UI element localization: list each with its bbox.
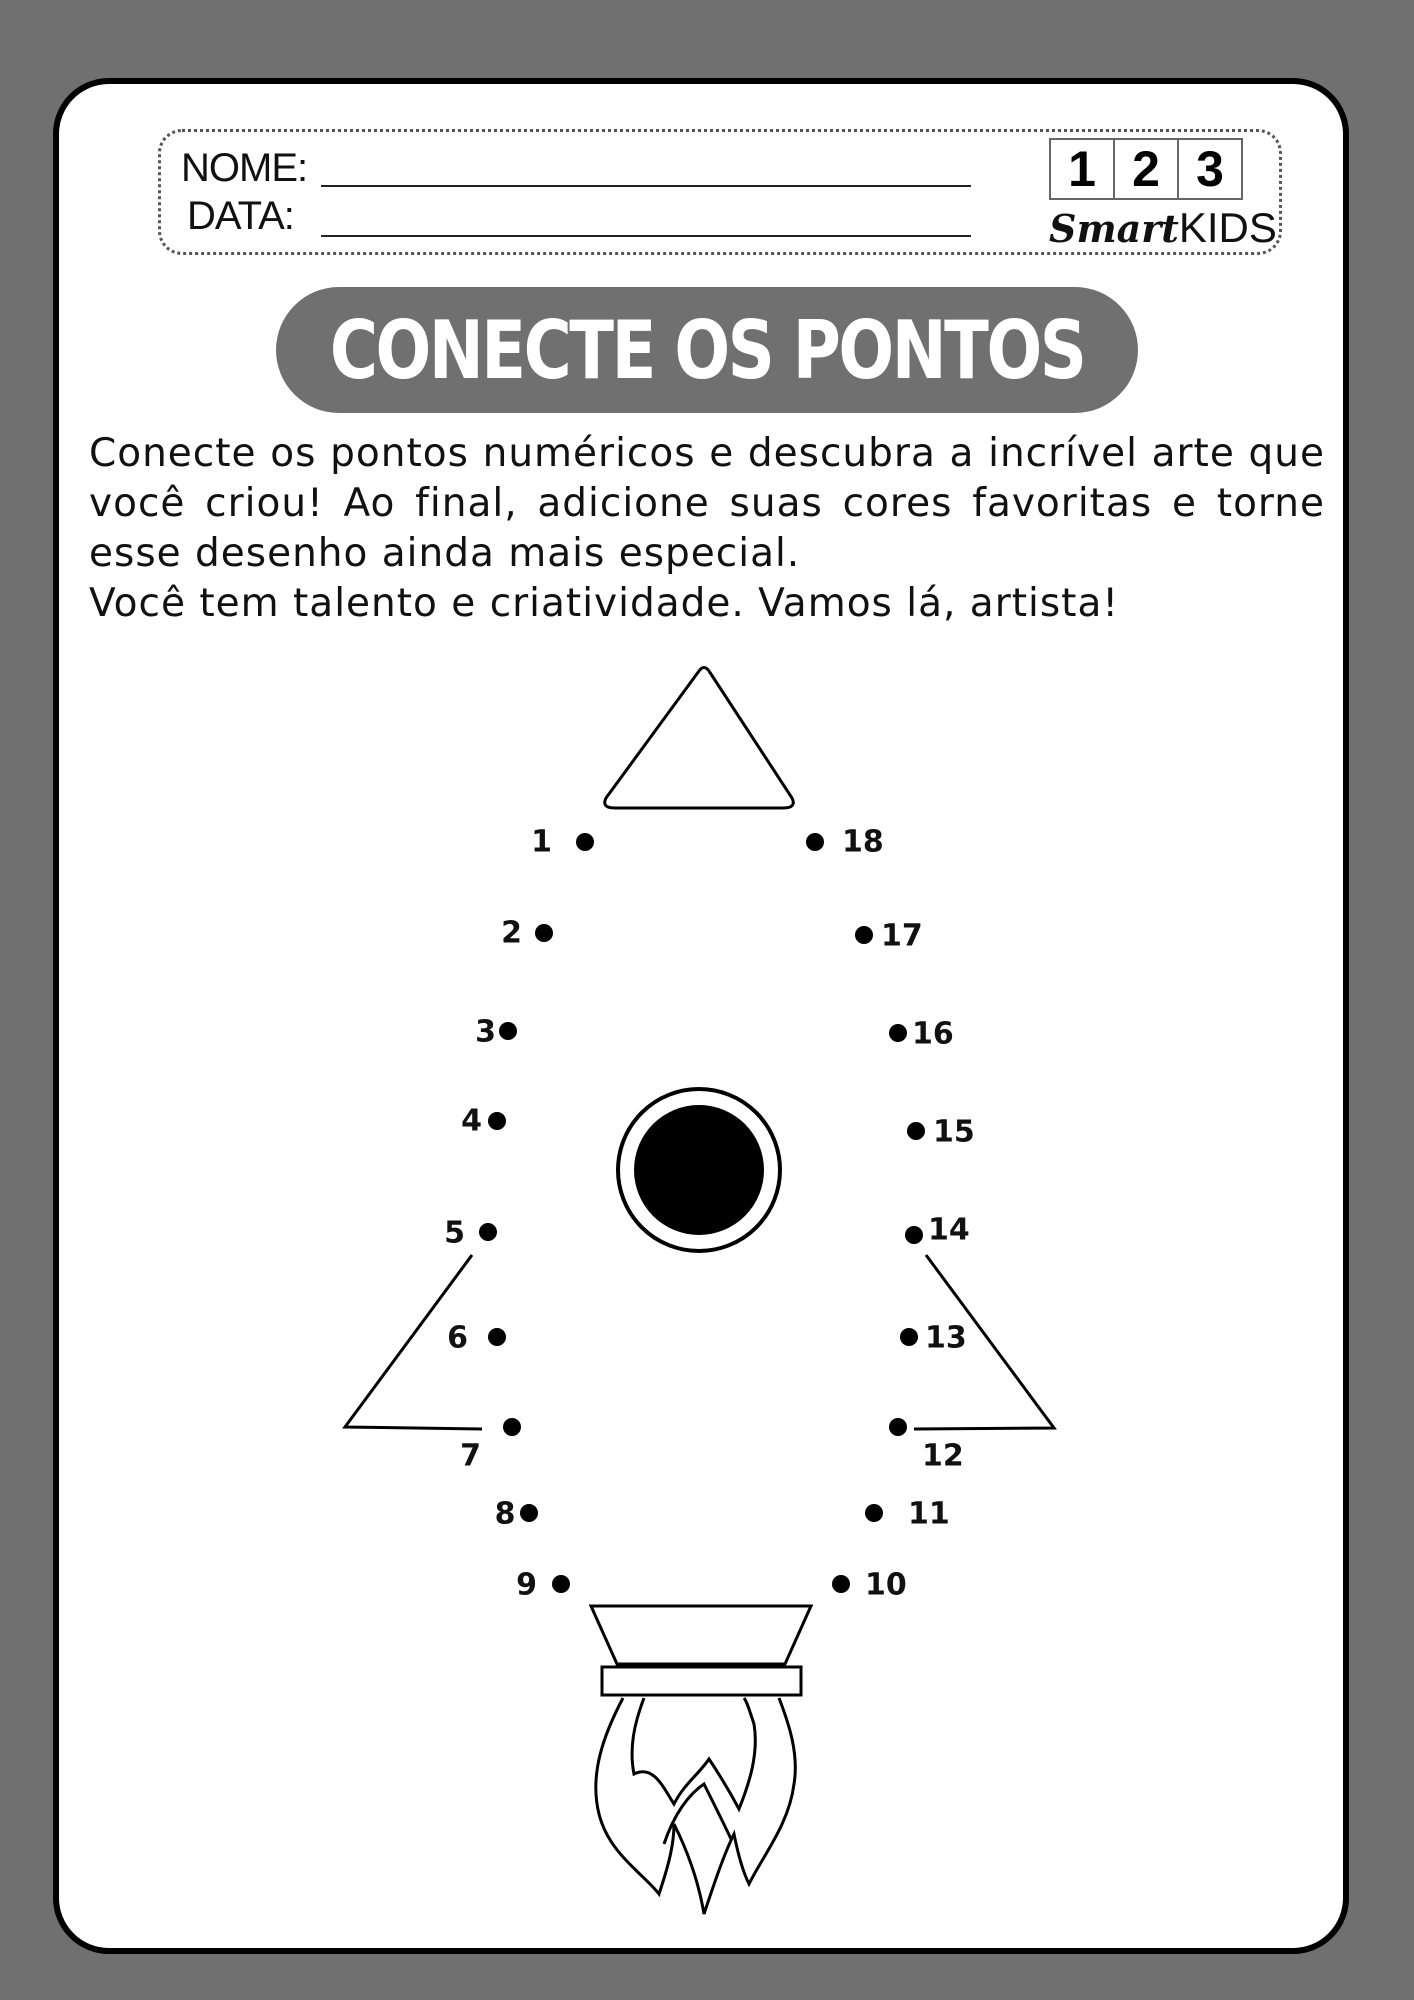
dot-label-5: 5 [444, 1215, 465, 1251]
rocket-nozzle-band [602, 1667, 801, 1695]
logo-smart-text: Smart [1049, 206, 1179, 251]
dot-8[interactable] [520, 1504, 538, 1522]
dot-13[interactable] [900, 1328, 918, 1346]
dot-label-17: 17 [881, 918, 923, 954]
dot-10[interactable] [832, 1575, 850, 1593]
dot-2[interactable] [535, 924, 553, 942]
logo-digit: 3 [1177, 138, 1243, 200]
dot-label-16: 16 [912, 1016, 954, 1052]
dot-label-14: 14 [928, 1212, 970, 1248]
dot-label-9: 9 [516, 1567, 537, 1603]
logo-digit: 1 [1049, 138, 1115, 200]
rocket-nose-triangle [605, 668, 794, 809]
dot-7[interactable] [503, 1418, 521, 1436]
dot-label-4: 4 [461, 1103, 482, 1139]
dot-label-7: 7 [460, 1438, 481, 1474]
dot-6[interactable] [488, 1328, 506, 1346]
dot-4[interactable] [488, 1112, 506, 1130]
dot-label-2: 2 [501, 915, 522, 951]
dot-label-11: 11 [908, 1496, 950, 1532]
dot-14[interactable] [905, 1226, 923, 1244]
page-title: CONECTE OS PONTOS [329, 303, 1085, 397]
dot-15[interactable] [907, 1122, 925, 1140]
dot-label-1: 1 [531, 824, 552, 860]
dot-11[interactable] [865, 1504, 883, 1522]
dot-3[interactable] [499, 1022, 517, 1040]
worksheet-page [53, 78, 1349, 1954]
dot-1[interactable] [576, 833, 594, 851]
rocket-nozzle [591, 1606, 811, 1664]
dot-16[interactable] [889, 1024, 907, 1042]
date-label: DATA: [187, 194, 294, 238]
instructions-paragraph-2: Você tem talento e criatividade. Vamos lá, artista! [89, 581, 1119, 626]
rocket-dot-to-dot-drawing [59, 84, 1343, 1948]
name-label: NOME: [181, 146, 308, 190]
dot-9[interactable] [552, 1575, 570, 1593]
logo-digit: 2 [1113, 138, 1179, 200]
dot-18[interactable] [806, 833, 824, 851]
dot-12[interactable] [889, 1418, 907, 1436]
dot-label-6: 6 [447, 1320, 468, 1356]
dot-label-10: 10 [865, 1567, 907, 1603]
dot-5[interactable] [479, 1223, 497, 1241]
instructions-paragraph-1: Conecte os pontos numéricos e descubra a incrível arte que você criou! Ao final, adicione suas cores favoritas e torne esse desenho ainda mais especial. [89, 431, 1325, 576]
dot-label-15: 15 [933, 1114, 975, 1150]
dot-label-18: 18 [842, 824, 884, 860]
dot-label-3: 3 [475, 1014, 496, 1050]
rocket-window [634, 1105, 764, 1235]
dot-17[interactable] [855, 926, 873, 944]
dot-label-13: 13 [925, 1320, 967, 1356]
rocket-flame-outer [596, 1698, 796, 1914]
dot-label-8: 8 [494, 1496, 516, 1532]
logo-kids-text: KIDS [1178, 204, 1277, 251]
dot-label-12: 12 [922, 1438, 964, 1474]
